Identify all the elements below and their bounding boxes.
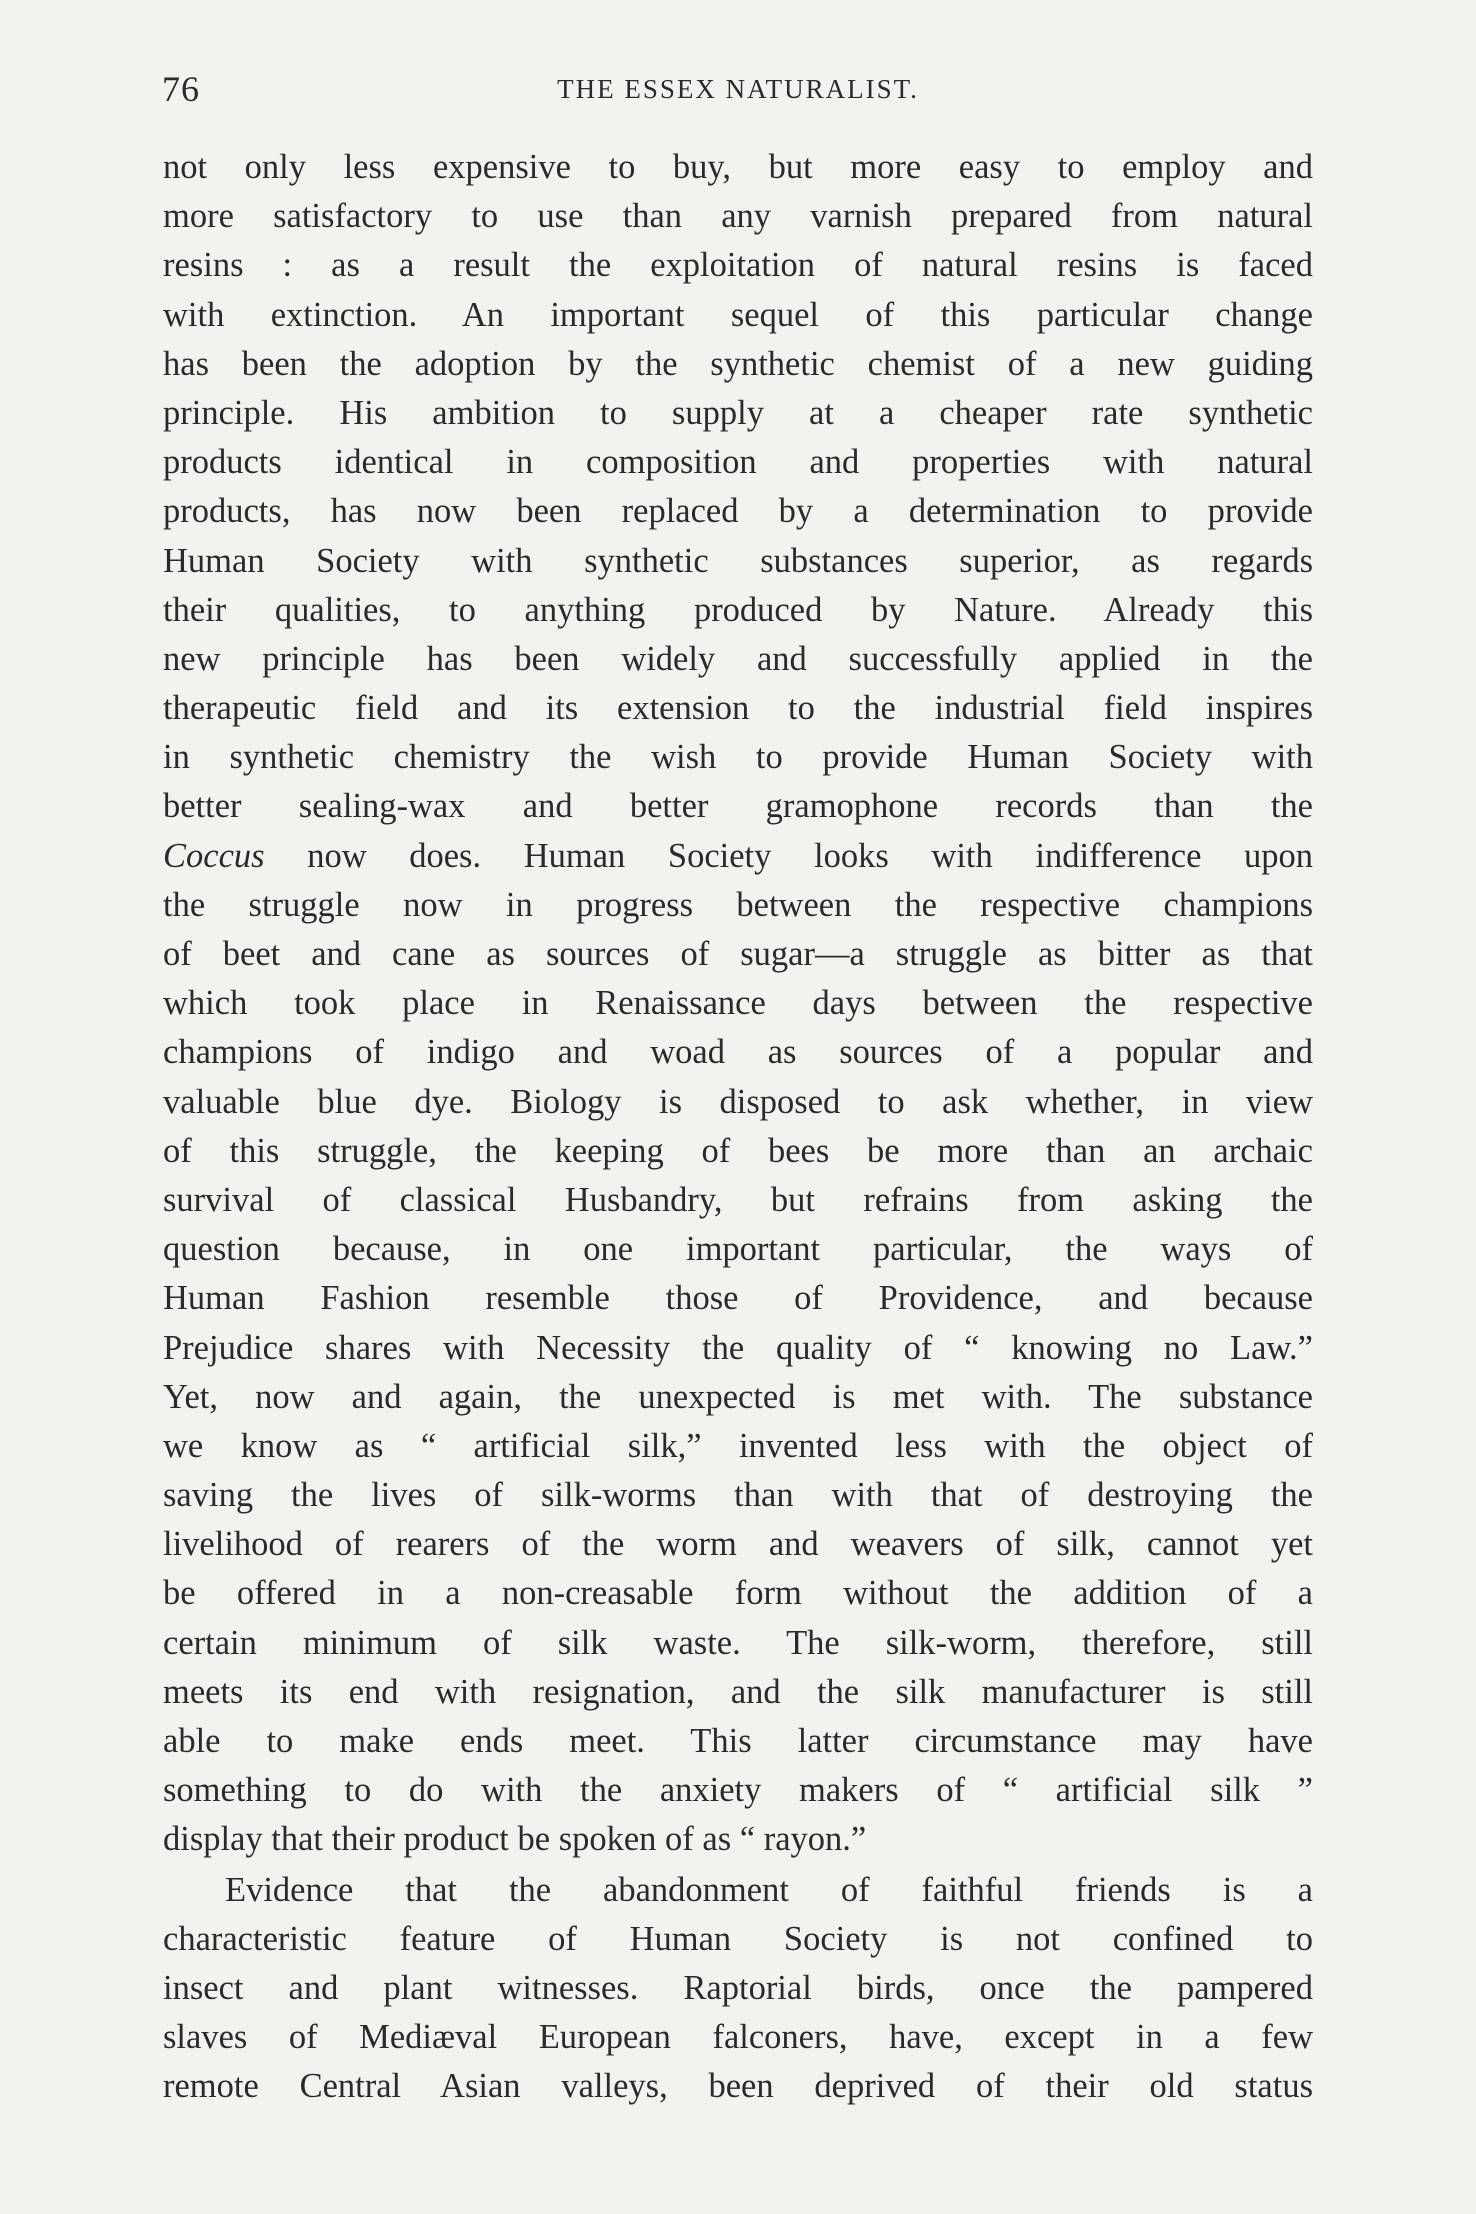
text-line: able to make ends meet. This latter circumstance may have [163,1722,1313,1760]
text-line [163,832,1313,881]
text-line: champions of indigo and woad as sources of a popular and [163,1033,1313,1072]
text-line: Evidence that the abandonment of faithful friends is a [225,1870,1313,1909]
text-line: valuable blue dye. Biology is disposed to ask whether, in view [163,1082,1313,1121]
text-line: not only less expensive to buy, but more easy to employ and [163,148,1313,186]
text-line: Yet, now and again, the unexpected is met with. The substance [163,1377,1313,1416]
running-title: THE ESSEX NATURALIST. [557,74,919,104]
text-line: saving the lives of silk-worms than with that of destroying the [163,1476,1313,1515]
text-line: better sealing-wax and better gramophone records than the [163,787,1313,826]
text-line: products identical in composition and properties with natural [163,443,1313,482]
text-line: their qualities, to anything produced by Nature. Already this [163,590,1313,629]
text-line: Prejudice shares with Necessity the quality of “ knowing no Law.” [163,1328,1313,1367]
text-line: display that their product be spoken of as “ rayon.” [163,1820,867,1859]
page-number: 76 [162,69,200,109]
text-line: question because, in one important particular, the ways of [163,1230,1313,1269]
text-line: we know as “ artificial silk,” invented less with the object of [163,1426,1313,1465]
text-line: Human Fashion resemble those of Providence, and because [163,1279,1313,1318]
text-line: more satisfactory to use than any varnish prepared from natural [163,197,1313,236]
text-line: livelihood of rearers of the worm and weavers of silk, cannot yet [163,1525,1313,1564]
text-line: slaves of Mediæval European falconers, have, except in a few [163,2018,1313,2057]
text-line: Human Society with synthetic substances superior, as regards [163,541,1313,580]
text-line: therapeutic field and its extension to the industrial field inspires [163,689,1313,728]
text-line: survival of classical Husbandry, but refrains from asking the [163,1180,1313,1219]
text-line: something to do with the anxiety makers of “ artificial silk ” [163,1771,1313,1810]
text-line: meets its end with resignation, and the silk manufacturer is still [163,1672,1313,1711]
text-line: products, has now been replaced by a determination to provide [163,492,1313,531]
text-line: resins : as a result the exploitation of natural resins is faced [163,246,1313,285]
text-line: new principle has been widely and successfully applied in the [163,639,1313,678]
text-line: insect and plant witnesses. Raptorial birds, once the pampered [163,1968,1313,2007]
text-line: has been the adoption by the synthetic chemist of a new guiding [163,344,1313,383]
text-line: the struggle now in progress between the respective champions [163,885,1313,924]
text-line: in synthetic chemistry the wish to provide Human Society with [163,738,1313,777]
text-line: principle. His ambition to supply at a cheaper rate synthetic [163,393,1313,432]
text-line: of beet and cane as sources of sugar—a struggle as bitter as that [163,935,1313,973]
italic-coccus: Coccus [163,836,265,875]
text-line: certain minimum of silk waste. The silk-worm, therefore, still [163,1623,1313,1662]
text-line: with extinction. An important sequel of this particular change [163,295,1313,334]
text-line-rest: now does. Human Society looks with indifference upon [307,836,1313,875]
text-line: be offered in a non-creasable form without the addition of a [163,1574,1313,1613]
text-line: characteristic feature of Human Society is not confined to [163,1919,1313,1958]
body-text [163,143,1313,2112]
text-line: remote Central Asian valleys, been deprived of their old status [163,2067,1313,2106]
text-line: of this struggle, the keeping of bees be more than an archaic [163,1131,1313,1170]
text-line: which took place in Renaissance days between the respective [163,984,1313,1023]
